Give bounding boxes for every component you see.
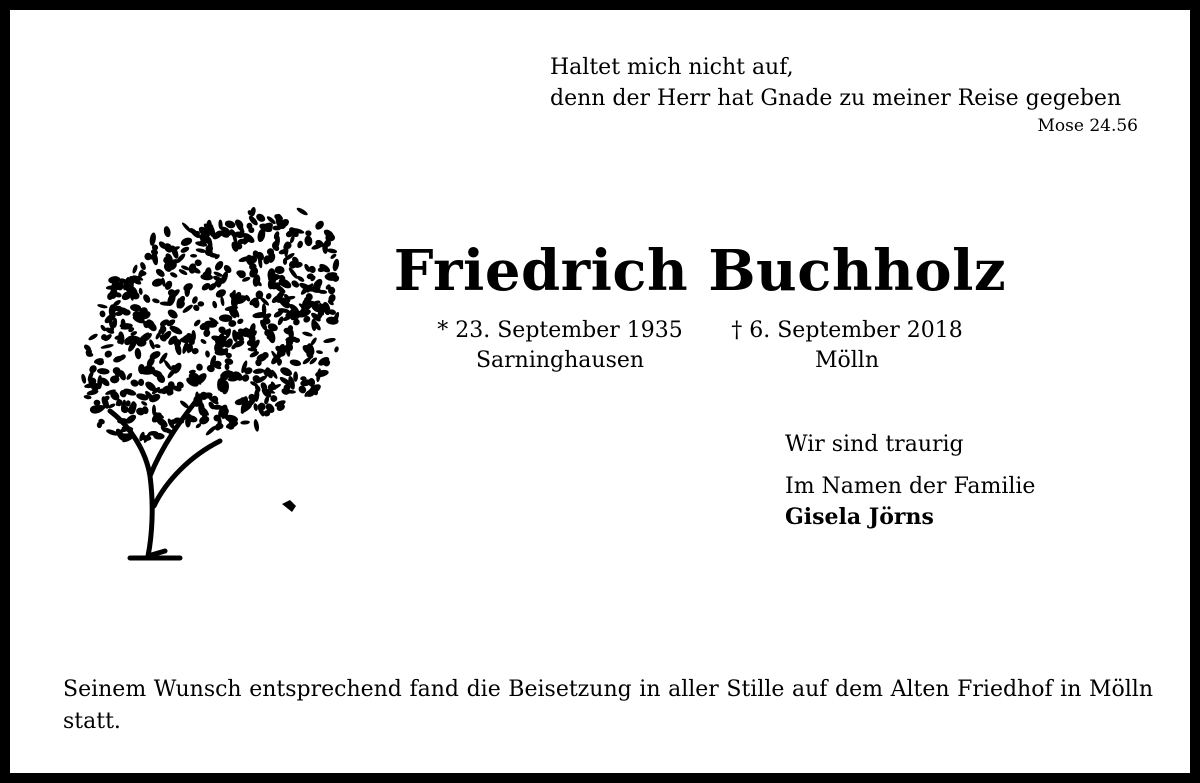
death-info [712, 316, 982, 376]
leaf-mark [149, 232, 157, 246]
leaf-mark [265, 292, 273, 300]
birth-info [420, 316, 700, 376]
leaf-mark [253, 368, 265, 375]
leaf-mark [140, 400, 148, 407]
leaf-mark [125, 372, 133, 381]
tree-illustration [70, 206, 350, 566]
leaf-mark [181, 221, 193, 234]
leaf-mark [302, 331, 313, 338]
death-place: Mölln [814, 348, 879, 373]
leaf-mark [219, 314, 233, 322]
leaf-mark [205, 350, 211, 358]
leaf-mark [154, 267, 166, 278]
leaf-mark [304, 230, 312, 238]
death-date: † 6. September 2018 [731, 318, 963, 343]
leaf-mark [332, 258, 340, 272]
leaf-mark [166, 308, 179, 321]
leaf-mark [200, 338, 208, 345]
leaf-mark [300, 376, 306, 380]
leaf-mark [213, 259, 225, 272]
bible-verse [550, 52, 1150, 114]
leaf-mark [277, 316, 285, 326]
leaf-mark [116, 282, 123, 291]
leaf-mark [293, 371, 298, 381]
mourning-statement: Wir sind traurig [785, 432, 964, 457]
leaf-mark [142, 293, 152, 304]
leaf-mark [139, 261, 147, 271]
leaf-mark [134, 348, 142, 360]
leaf-mark [195, 363, 203, 372]
leaf-mark [129, 378, 139, 388]
leaf-mark [191, 295, 199, 304]
leaf-mark [97, 368, 110, 375]
leaf-mark [148, 339, 156, 350]
leaf-mark [180, 236, 194, 248]
deceased-name: Friedrich Buchholz [393, 238, 1007, 304]
leaf-mark [198, 301, 205, 307]
leaf-mark [253, 403, 258, 411]
leaf-mark [309, 337, 318, 347]
mourner-name: Gisela Jörns [785, 504, 934, 530]
verse-line-2: denn der Herr hat Gnade zu meiner Reise gegeben [550, 86, 1122, 111]
leaf-mark [220, 296, 225, 306]
leaf-mark [99, 310, 106, 318]
leaf-mark [316, 350, 324, 355]
leaf-mark [154, 344, 161, 349]
leaf-mark [163, 359, 173, 371]
leaf-mark [203, 329, 211, 338]
leaf-mark [240, 420, 250, 425]
birth-date: * 23. September 1935 [437, 318, 683, 343]
leaf-mark [274, 266, 284, 275]
leaf-mark [138, 288, 143, 295]
leaf-mark [304, 235, 313, 247]
leaf-mark [334, 346, 340, 353]
leaf-mark [289, 359, 302, 367]
leaf-mark [100, 343, 114, 350]
verse-reference: Mose 24.56 [1037, 116, 1138, 136]
leaf-mark [314, 219, 326, 231]
leaf-mark [180, 245, 191, 254]
leaf-mark [279, 366, 294, 378]
leaf-mark [103, 349, 113, 359]
leaf-mark [290, 279, 300, 289]
leaf-mark [253, 419, 260, 432]
leaf-mark [296, 240, 303, 249]
verse-line-1: Haltet mich nicht auf, [550, 55, 794, 80]
burial-note: Seinem Wunsch entsprechend fand die Beisetzung in aller Stille auf dem Alten Friedhof in Mölln statt. [63, 677, 1153, 734]
leaf-mark [95, 357, 105, 366]
family-intro: Im Namen der Familie [785, 474, 1036, 499]
leaf-mark [169, 271, 178, 279]
mourners-block [785, 430, 1035, 532]
leaf-mark [190, 254, 197, 258]
leaf-mark [296, 206, 309, 216]
leaf-mark [97, 303, 108, 309]
birth-place: Sarninghausen [475, 348, 645, 373]
leaf-mark [163, 226, 172, 238]
leaf-mark [211, 300, 217, 309]
leaf-mark [80, 373, 87, 384]
leaf-mark [330, 253, 338, 260]
leaf-mark [236, 317, 244, 325]
leaf-mark [152, 298, 161, 304]
leaf-mark [323, 337, 336, 344]
leaf-mark [87, 332, 98, 341]
leaf-mark [138, 379, 144, 386]
leaf-mark [131, 264, 138, 274]
leaf-mark [326, 248, 337, 254]
